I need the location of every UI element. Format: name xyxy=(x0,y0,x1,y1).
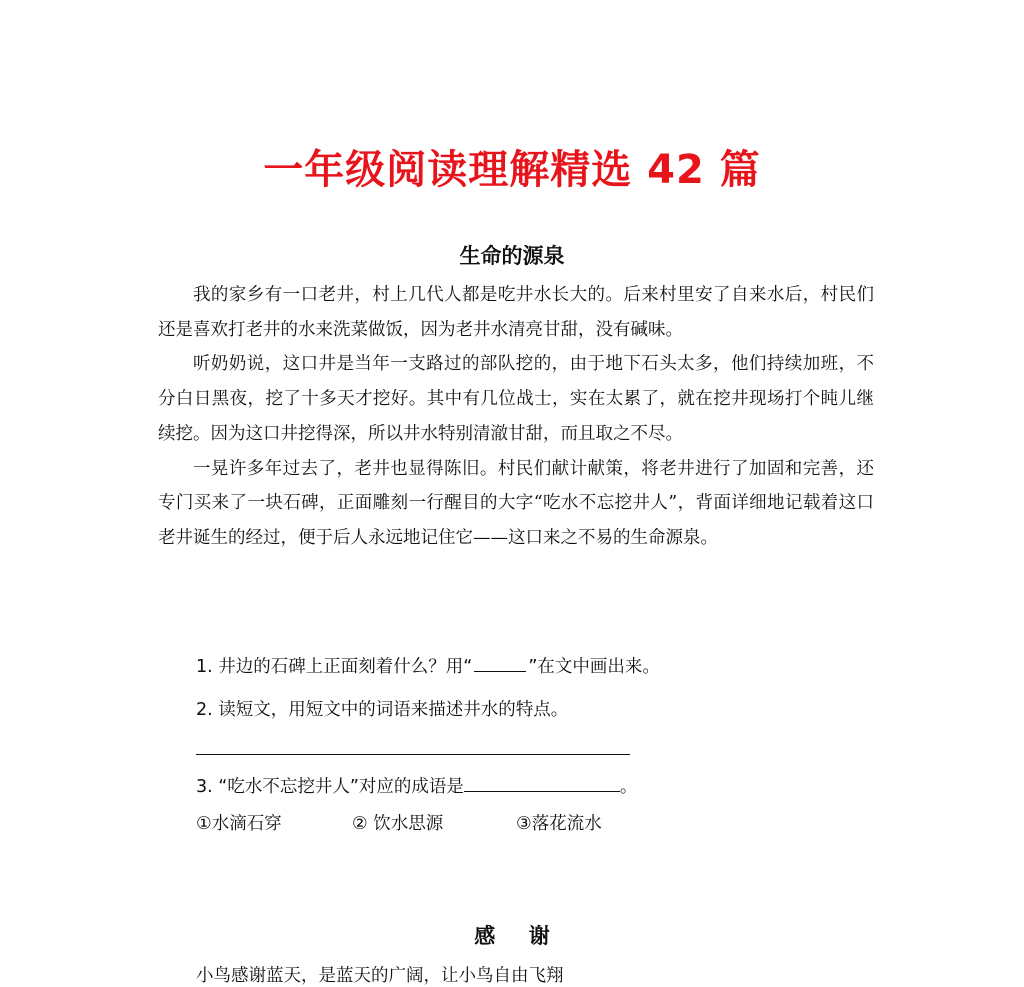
paragraph-1: 我的家乡有一口老井，村上几代人都是吃井水长大的。后来村里安了自来水后，村民们还是喜欢打老井的水来洗菜做饭，因为老井水清亮甘甜，没有碱味。 xyxy=(158,285,874,340)
next-article-first-line: 小鸟感谢蓝天，是蓝天的广阔，让小鸟自由飞翔 xyxy=(196,966,564,986)
question-3-prefix: 3. “吃水不忘挖井人”对应的成语是 xyxy=(196,777,464,797)
next-article-title: 感谢 xyxy=(474,924,584,948)
question-3-suffix: 。 xyxy=(619,777,638,797)
paragraph-3: 一晃许多年过去了，老井也显得陈旧。村民们献计献策，将老井进行了加固和完善，还专门买来了一块石碑，正面雕刻一行醒目的大字“吃水不忘挖井人”，背面详细地记载着这口老井诞生的经过，便于后人永远地记住它——这口来之不易的生命源泉。 xyxy=(158,458,874,548)
question-1-blank xyxy=(474,655,526,672)
paragraph-2: 听奶奶说，这口井是当年一支路过的部队挖的，由于地下石头太多，他们持续加班，不分白日黑夜，挖了十多天才挖好。其中有几位战士，实在太累了，就在挖井现场打个盹儿继续挖。因为这口井挖得深，所以井水特别清澈甘甜，而且取之不尽。 xyxy=(158,354,874,444)
question-1 xyxy=(196,653,660,678)
question-3-blank xyxy=(464,775,620,792)
question-2-answer-line xyxy=(196,754,630,755)
option-a: ①水滴石穿 xyxy=(196,814,282,834)
question-1-prefix: 1. 井边的石碑上正面刻着什么？用“ xyxy=(196,657,473,677)
main-title: 一年级阅读理解精选 42 篇 xyxy=(263,147,761,193)
question-3 xyxy=(196,773,637,798)
option-c: ③落花流水 xyxy=(516,814,602,834)
article-title: 生命的源泉 xyxy=(459,244,565,268)
question-1-suffix: ”在文中画出来。 xyxy=(528,657,660,677)
article-body xyxy=(158,278,874,556)
question-2: 2. 读短文，用短文中的词语来描述井水的特点。 xyxy=(196,700,569,720)
option-b: ② 饮水思源 xyxy=(352,814,444,834)
